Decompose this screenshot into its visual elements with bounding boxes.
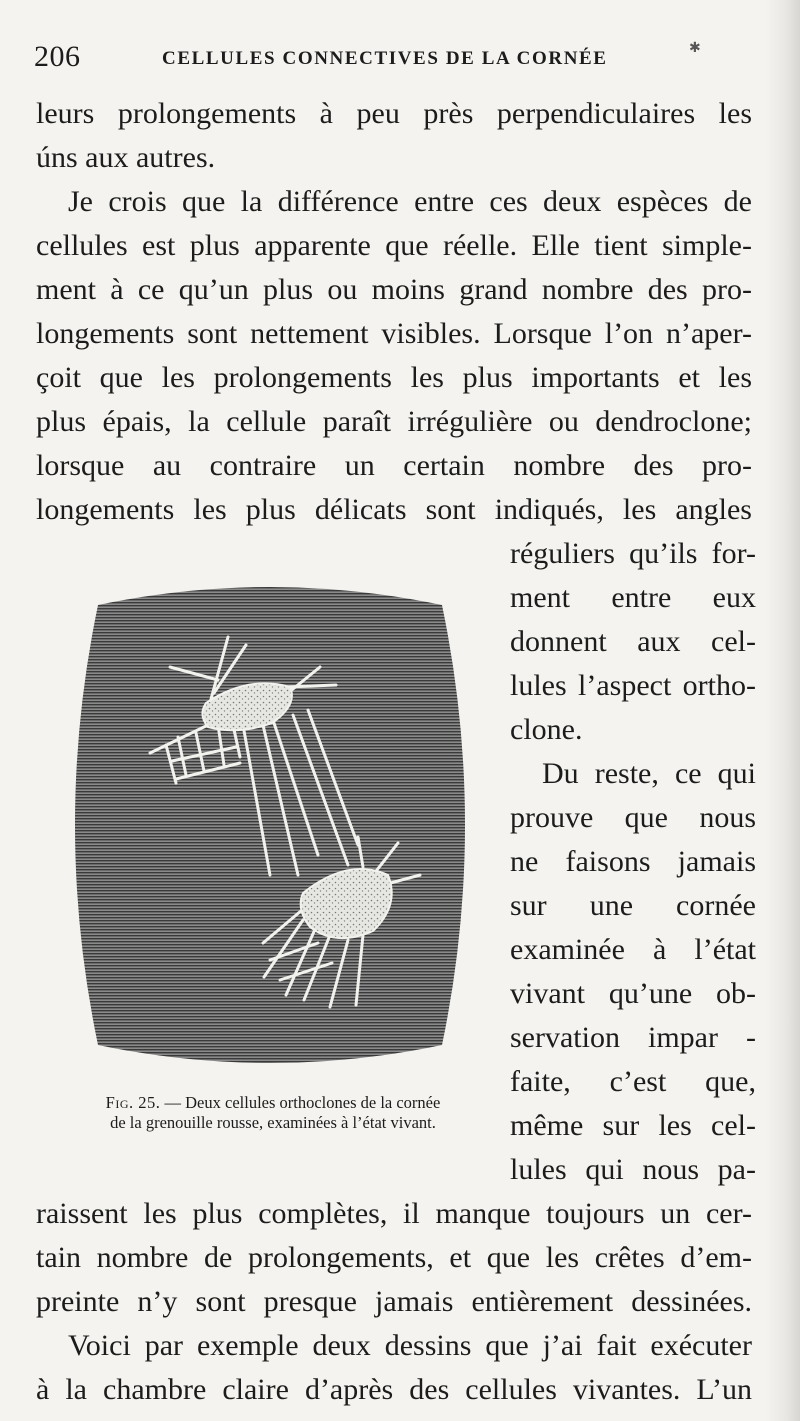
figure-label: Fig. 25. (105, 1093, 161, 1112)
text-line: leurs prolongements à peu près perpendiculaires les (36, 97, 752, 130)
column-text-line: vivant qu’une ob- (510, 977, 756, 1010)
column-text-line: clone. (510, 713, 583, 746)
text-line: çoit que les prolongements les plus importants et les (36, 361, 752, 394)
column-text-line: lules qui nous pa- (510, 1153, 756, 1186)
page-edge-shadow (766, 0, 800, 1421)
text-line: plus épais, la cellule paraît irrégulière ou dendroclone; (36, 405, 752, 438)
caption-line: de la grenouille rousse, examinées à l’état vivant. (110, 1113, 436, 1132)
ink-speck: ✱ (689, 41, 701, 56)
column-text-line: même sur les cel- (510, 1109, 756, 1142)
column-text-line: lules l’aspect ortho- (510, 669, 756, 702)
column-text-line: examinée à l’état (510, 933, 756, 966)
column-text-line: Du reste, ce qui (542, 757, 756, 790)
text-line: raissent les plus complètes, il manque toujours un cer- (36, 1197, 752, 1230)
figure-caption (58, 1093, 488, 1133)
text-line: lorsque au contraire un certain nombre des pro- (36, 449, 752, 482)
text-line: cellules est plus apparente que réelle. Elle tient simple- (36, 229, 752, 262)
page-header (34, 40, 734, 76)
caption-line (58, 1093, 488, 1113)
text-line: Je crois que la différence entre ces deux espèces de (68, 185, 752, 218)
caption-text: — Deux cellules orthoclones de la cornée (160, 1093, 441, 1112)
column-text-line: ne faisons jamais (510, 845, 756, 878)
text-line: Voici par exemple deux dessins que j’ai fait exécuter (68, 1329, 752, 1362)
page-number: 206 (34, 40, 81, 73)
text-line: ment à ce qu’un plus ou moins grand nombre des pro- (36, 273, 752, 306)
text-line: tain nombre de prolongements, et que les crêtes d’em- (36, 1241, 752, 1274)
column-text-line: donnent aux cel- (510, 625, 756, 658)
text-line: longements sont nettement visibles. Lorsque l’on n’aper- (36, 317, 752, 350)
column-text-line: prouve que nous (510, 801, 756, 834)
column-text-line: ment entre eux (510, 581, 756, 614)
text-line: preinte n’y sont presque jamais entièrement dessinées. (36, 1285, 752, 1318)
column-text-line: servation impar - (510, 1021, 756, 1054)
text-line: úns aux autres. (36, 141, 216, 174)
running-title: CELLULES CONNECTIVES DE LA CORNÉE (162, 48, 608, 69)
text-line: à la chambre claire d’après des cellules vivantes. L’un (36, 1373, 752, 1406)
column-text-line: sur une cornée (510, 889, 756, 922)
column-text-line: faite, c’est que, (510, 1065, 756, 1098)
column-text-line: réguliers qu’ils for- (510, 537, 756, 570)
figure-engraving-orthoclone-cells (58, 575, 482, 1075)
text-line: longements les plus délicats sont indiqués, les angles (36, 493, 752, 526)
